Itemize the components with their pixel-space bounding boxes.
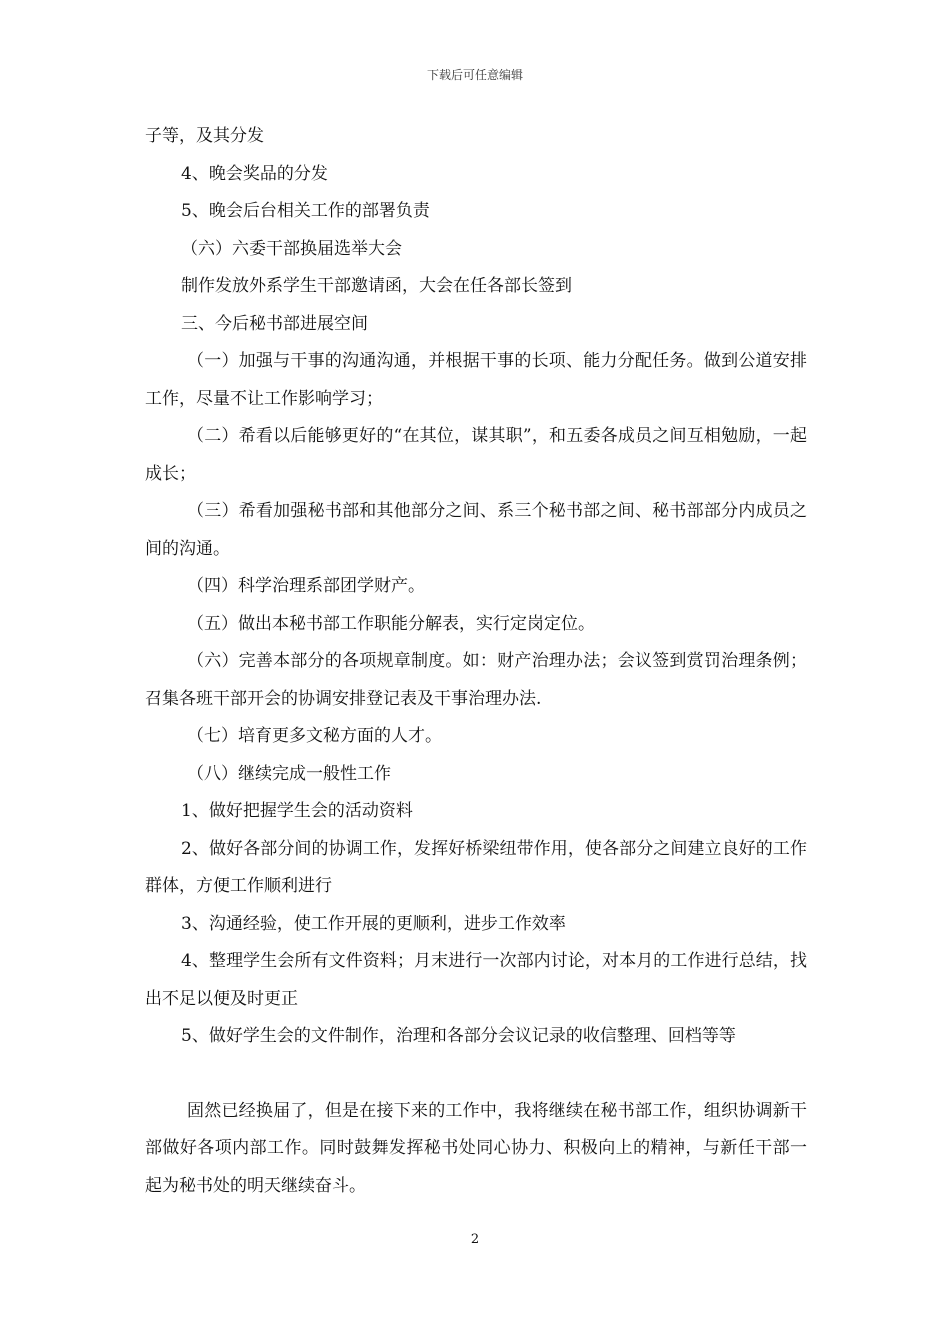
paragraph-18: 4、整理学生会所有文件资料；月末进行一次部内讨论，对本月的工作进行总结，找出不足以便及时更正: [145, 951, 807, 1009]
document-body: [145, 118, 807, 1205]
paragraph-9: （三）希看加强秘书部和其他部分之间、系三个秘书部之间、秘书部部分内成员之间的沟通。: [145, 501, 807, 559]
paragraph-5: 制作发放外系学生干部邀请函，大会在任各部长签到: [181, 276, 572, 296]
section-heading: 三、今后秘书部进展空间: [181, 313, 368, 334]
closing-paragraph: 固然已经换届了，但是在接下来的工作中，我将继续在秘书部工作，组织协调新干部做好各项内部工作。同时鼓舞发挥秘书处同心协力、积极向上的精神，与新任干部一起为秘书处的明天继续奋斗。: [145, 1100, 807, 1196]
paragraph-14: （八）继续完成一般性工作: [187, 763, 391, 784]
page-header: 下载后可任意编辑: [426, 68, 523, 82]
paragraph-17: 3、沟通经验，使工作开展的更顺利，进步工作效率: [181, 913, 566, 934]
paragraph-1: 子等，及其分发: [145, 126, 264, 146]
page-number: 2: [470, 1232, 480, 1247]
paragraph-13: （七）培育更多文秘方面的人才。: [187, 726, 442, 746]
paragraph-16: 2、做好各部分间的协调工作，发挥好桥梁纽带作用，使各部分之间建立良好的工作群体，方便工作顺利进行: [145, 838, 807, 896]
paragraph-10: （四）科学治理系部团学财产。: [187, 576, 425, 596]
paragraph-11: （五）做出本秘书部工作职能分解表，实行定岗定位。: [187, 613, 595, 634]
paragraph-7: （一）加强与干事的沟通沟通，并根据干事的长项、能力分配任务。做到公道安排工作，尽量不让工作影响学习；: [145, 351, 807, 409]
blank-line: [145, 1056, 807, 1093]
paragraph-4: （六）六委干部换届选举大会: [181, 238, 402, 259]
paragraph-19: 5、做好学生会的文件制作，治理和各部分会议记录的收信整理、回档等等: [181, 1026, 736, 1046]
paragraph-15: 1、做好把握学生会的活动资料: [181, 801, 413, 821]
paragraph-12: （六）完善本部分的各项规章制度。如：财产治理办法；会议签到赏罚治理条例；召集各班干部开会的协调安排登记表及干事治理办法.: [145, 651, 807, 709]
paragraph-3: 5、晚会后台相关工作的部署负责: [181, 201, 430, 221]
paragraph-2: 4、晚会奖品的分发: [181, 163, 328, 184]
paragraph-8: （二）希看以后能够更好的“在其位，谋其职”，和五委各成员之间互相勉励，一起成长；: [145, 426, 807, 484]
